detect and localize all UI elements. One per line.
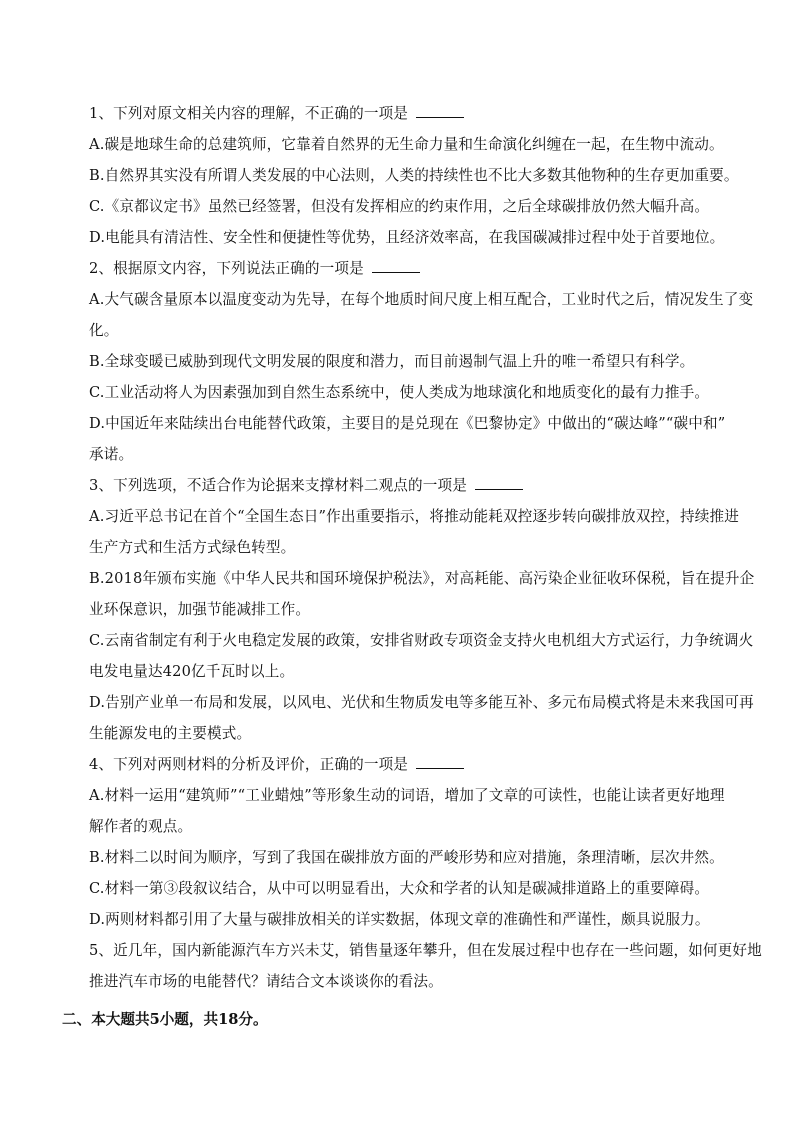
question-3-option-a: A.习近平总书记在首个“全国生态日”作出重要指示，将推动能耗双控逐步转向碳排放双控，持续推进 <box>89 508 739 525</box>
answer-blank <box>416 754 464 769</box>
answer-blank <box>475 475 523 490</box>
question-3-option-a-cont: 生产方式和生活方式绿色转型。 <box>89 539 296 556</box>
question-2-option-d-cont: 承诺。 <box>89 446 134 463</box>
question-1-option-d: D.电能具有清洁性、安全性和便捷性等优势，且经济效率高，在我国碳减排过程中处于首要地位。 <box>89 229 725 246</box>
question-4-option-d: D.两则材料都引用了大量与碳排放相关的详实数据，体现文章的准确性和严谨性，颇具说服力。 <box>89 911 710 928</box>
question-3-option-d: D.告别产业单一布局和发展，以风电、光伏和生物质发电等多能互补、多元布局模式将是未来我国可再 <box>89 694 754 711</box>
question-5-text-cont: 推进汽车市场的电能替代？请结合文本谈谈你的看法。 <box>89 973 443 990</box>
question-4-stem: 4、下列对两则材料的分析及评价，正确的一项是 <box>89 749 729 780</box>
question-2-option-a: A.大气碳含量原本以温度变动为先导，在每个地质时间尺度上相互配合，工业时代之后，情况发生了变 <box>89 291 754 308</box>
question-3-option-d-cont: 生能源发电的主要模式。 <box>89 725 252 742</box>
question-list <box>89 98 762 997</box>
question-5-text: 5、近几年，国内新能源汽车方兴未艾，销售量逐年攀升，但在发展过程中也存在一些问题，如何更好地 <box>89 942 762 959</box>
question-3-option-b: B.2018年颁布实施《中华人民共和国环境保护税法》，对高耗能、高污染企业征收环保税，旨在提升企 <box>89 570 755 587</box>
question-4-option-a-cont: 解作者的观点。 <box>89 818 193 835</box>
question-3-stem: 3、下列选项，不适合作为论据来支撑材料二观点的一项是 <box>89 470 729 501</box>
question-2-option-c: C.工业活动将人为因素强加到自然生态系统中，使人类成为地球演化和地质变化的最有力推手。 <box>89 384 710 401</box>
question-1-option-a: A.碳是地球生命的总建筑师，它靠着自然界的无生命力量和生命演化纠缠在一起，在生物中流动。 <box>89 136 724 153</box>
question-4-option-c: C.材料一第③段叙议结合，从中可以明显看出，大众和学者的认知是碳减排道路上的重要障碍。 <box>89 880 710 897</box>
question-2-option-a-cont: 化。 <box>89 322 119 339</box>
question-3-option-b-cont: 业环保意识，加强节能减排工作。 <box>89 601 311 618</box>
answer-blank <box>416 103 464 118</box>
question-1-option-b: B.自然界其实没有所谓人类发展的中心法则，人类的持续性也不比大多数其他物种的生存更加重要。 <box>89 167 739 184</box>
question-4-option-b: B.材料二以时间为顺序，写到了我国在碳排放方面的严峻形势和应对措施，条理清晰，层次井然。 <box>89 849 724 866</box>
question-2-option-b: B.全球变暖已威胁到现代文明发展的限度和潜力，而目前遏制气温上升的唯一希望只有科学。 <box>89 353 695 370</box>
section-heading: 二、本大题共5小题，共18分。 <box>62 1011 268 1028</box>
question-4-option-a: A.材料一运用“建筑师”“工业蜡烛”等形象生动的词语，增加了文章的可读性，也能让读者更好地理 <box>89 787 725 804</box>
question-2-option-d: D.中国近年来陆续出台电能替代政策，主要目的是兑现在《巴黎协定》中做出的“碳达峰”“碳中和” <box>89 415 726 432</box>
question-2-stem: 2、根据原文内容，下列说法正确的一项是 <box>89 253 729 284</box>
answer-blank <box>372 258 420 273</box>
question-1-option-c: C.《京都议定书》虽然已经签署，但没有发挥相应的约束作用，之后全球碳排放仍然大幅升高。 <box>89 198 710 215</box>
question-3-option-c: C.云南省制定有利于火电稳定发展的政策，安排省财政专项资金支持火电机组大方式运行，力争统调火 <box>89 632 754 649</box>
question-3-option-c-cont: 电发电量达420亿千瓦时以上。 <box>89 663 295 680</box>
question-1-stem: 1、下列对原文相关内容的理解，不正确的一项是 <box>89 98 729 129</box>
